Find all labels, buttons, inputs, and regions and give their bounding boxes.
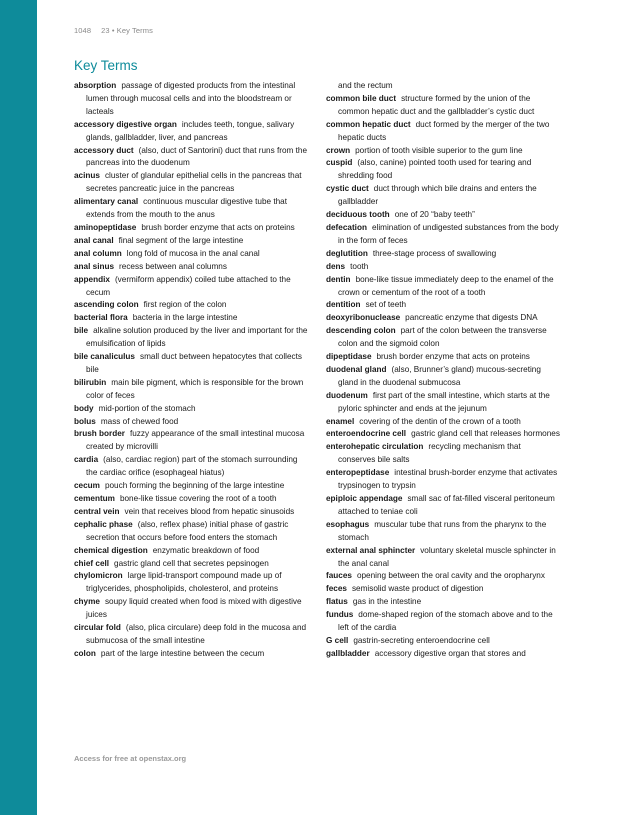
glossary-term: acinus	[74, 171, 100, 181]
glossary-term: feces	[326, 584, 347, 594]
glossary-right-column	[326, 80, 560, 661]
glossary-definition: gastric gland cell that secretes pepsinogen	[114, 558, 269, 568]
glossary-term: cephalic phase	[74, 519, 133, 529]
glossary-term: central vein	[74, 506, 120, 516]
glossary-term: common hepatic duct	[326, 119, 411, 129]
glossary-entry	[326, 157, 560, 183]
glossary-term: bacterial flora	[74, 313, 128, 323]
glossary-entry	[74, 596, 309, 622]
glossary-term: duodenal gland	[326, 364, 387, 374]
glossary-entry	[74, 196, 309, 222]
glossary-term: fauces	[326, 571, 352, 581]
glossary-definition: duct formed by the merger of the two hepatic ducts	[338, 119, 550, 142]
glossary-entry	[326, 635, 560, 648]
glossary-definition: fuzzy appearance of the small intestinal mucosa created by microvilli	[86, 429, 305, 452]
glossary-definition: gas in the intestine	[352, 597, 422, 607]
glossary-entry	[74, 648, 309, 661]
glossary-term: epiploic appendage	[326, 494, 403, 503]
glossary-term: aminopeptidase	[74, 222, 137, 232]
glossary-entry	[74, 506, 309, 519]
glossary-entry	[74, 480, 309, 493]
glossary-term: deoxyribonuclease	[326, 313, 401, 323]
glossary-entry	[326, 609, 560, 635]
page-number: 1048	[74, 26, 92, 35]
page-title: Key Terms	[74, 58, 138, 73]
glossary-definition: mid-portion of the stomach	[98, 403, 196, 413]
glossary-definition: elimination of undigested substances from the body in the form of feces	[338, 222, 559, 245]
glossary-entry	[326, 274, 560, 300]
glossary-term: enteroendocrine cell	[326, 429, 407, 439]
glossary-term: anal canal	[74, 235, 114, 245]
glossary-entry	[74, 170, 309, 196]
glossary-term: defecation	[326, 222, 367, 232]
glossary-entry	[326, 299, 560, 312]
glossary-entry	[326, 493, 560, 519]
glossary-entry	[74, 428, 309, 454]
glossary-term: chemical digestion	[74, 545, 148, 555]
glossary-definition: structure formed by the union of the common hepatic duct and the gallbladder’s cystic duct	[338, 93, 535, 116]
glossary-entry	[326, 596, 560, 609]
glossary-term: cecum	[74, 481, 100, 491]
glossary-definition: recycling mechanism that conserves bile salts	[338, 442, 521, 465]
glossary-left-column	[74, 80, 309, 661]
glossary-definition: bacteria in the large intestine	[132, 313, 238, 323]
glossary-term: cuspid	[326, 158, 353, 168]
glossary-definition: small duct between hepatocytes that collects bile	[86, 352, 303, 374]
glossary-definition: cluster of glandular epithelial cells in the pancreas that secretes pancreatic juice in the pancreas	[86, 171, 302, 194]
glossary-definition: covering of the dentin of the crown of a tooth	[359, 416, 521, 426]
glossary-definition: semisolid waste product of digestion	[351, 584, 484, 594]
glossary-entry	[74, 558, 309, 571]
glossary-entry	[326, 145, 560, 158]
glossary-term: dentin	[326, 274, 351, 284]
glossary-definition: gastric gland cell that releases hormones	[411, 429, 560, 439]
glossary-term: absorption	[74, 81, 117, 90]
glossary-entry	[326, 325, 560, 351]
glossary-term: accessory digestive organ	[74, 119, 177, 129]
glossary-entry	[74, 493, 309, 506]
glossary-definition: (also, reflex phase) initial phase of gastric secretion that occurs before food enters the stomach	[86, 519, 289, 542]
glossary-definition: intestinal brush-border enzyme that activates trypsinogen to trypsin	[338, 468, 558, 491]
glossary-term: gallbladder	[326, 648, 370, 658]
glossary-entry	[326, 93, 560, 119]
glossary-definition: (vermiform appendix) coiled tube attached to the cecum	[86, 274, 291, 297]
glossary-definition: pouch forming the beginning of the large intestine	[104, 481, 285, 491]
glossary-entry	[74, 235, 309, 248]
glossary-entry	[74, 145, 309, 171]
glossary-entry	[74, 622, 309, 648]
glossary-definition: brush border enzyme that acts on proteins	[376, 352, 530, 362]
glossary-definition: large lipid-transport compound made up of triglycerides, phospholipids, cholesterol, and proteins	[86, 571, 282, 594]
side-accent-bar	[0, 0, 37, 815]
glossary-definition: long fold of mucosa in the anal canal	[126, 248, 260, 258]
glossary-entry	[326, 648, 560, 661]
glossary-entry	[74, 570, 309, 596]
glossary-term: deciduous tooth	[326, 210, 390, 220]
glossary-entry	[326, 209, 560, 222]
glossary-definition: vein that receives blood from hepatic sinusoids	[124, 506, 295, 516]
glossary-term: anal sinus	[74, 261, 115, 271]
glossary-term: descending colon	[326, 326, 396, 336]
glossary-definition: (also, duct of Santorini) duct that runs from the pancreas into the duodenum	[86, 145, 308, 168]
glossary-term: G cell	[326, 635, 349, 645]
glossary-definition: duct through which bile drains and enters the gallbladder	[338, 184, 537, 207]
glossary-definition: bone-like tissue covering the root of a tooth	[119, 494, 277, 503]
glossary-entry	[74, 222, 309, 235]
glossary-definition: opening between the oral cavity and the oropharynx	[356, 571, 545, 581]
glossary-term: enterohepatic circulation	[326, 442, 424, 452]
glossary-term: dens	[326, 261, 346, 271]
glossary-term: bile canaliculus	[74, 352, 135, 362]
glossary-entry	[326, 261, 560, 274]
glossary-term: bile	[74, 326, 89, 336]
glossary-entry	[74, 545, 309, 558]
glossary-entry	[74, 299, 309, 312]
glossary-entry	[74, 119, 309, 145]
glossary-definition: muscular tube that runs from the pharynx to the stomach	[338, 519, 547, 542]
glossary-term: circular fold	[74, 623, 121, 633]
glossary-term: chief cell	[74, 558, 110, 568]
glossary-term: body	[74, 403, 94, 413]
glossary-entry	[74, 261, 309, 274]
continued-definition: and the rectum	[338, 81, 393, 90]
glossary-definition: accessory digestive organ that stores and	[374, 648, 526, 658]
chapter-label: 23 • Key Terms	[101, 26, 153, 35]
glossary-term: common bile duct	[326, 93, 397, 103]
glossary-term: anal column	[74, 248, 122, 258]
running-header	[74, 26, 153, 35]
glossary-entry	[74, 454, 309, 480]
glossary-term: dipeptidase	[326, 352, 372, 362]
glossary-definition: first part of the small intestine, which starts at the pyloric sphincter and ends at the jejunum	[338, 390, 550, 413]
glossary-term: brush border	[74, 429, 125, 439]
glossary-entry	[74, 377, 309, 403]
glossary-definition: soupy liquid created when food is mixed with digestive juices	[86, 597, 302, 620]
glossary-definition: (also, Brunner’s gland) mucous-secreting gland in the duodenal submucosa	[338, 364, 541, 387]
glossary-term: duodenum	[326, 390, 368, 400]
glossary-entry	[326, 519, 560, 545]
glossary-term: alimentary canal	[74, 197, 139, 207]
glossary-definition: bone-like tissue immediately deep to the enamel of the crown or cementum of the root of a tooth	[338, 274, 554, 297]
glossary-definition: three-stage process of swallowing	[372, 248, 497, 258]
glossary-definition: first region of the colon	[143, 300, 227, 310]
glossary-term: dentition	[326, 300, 361, 310]
glossary-entry	[326, 364, 560, 390]
glossary-term: bilirubin	[74, 377, 107, 387]
glossary-definition: (also, cardiac region) part of the stomach surrounding the cardiac orifice (esophageal hiatus)	[86, 455, 298, 478]
glossary-term: chyme	[74, 597, 100, 607]
glossary-entry	[74, 80, 309, 119]
glossary-definition: main bile pigment, which is responsible for the brown color of feces	[86, 377, 304, 400]
glossary-term: accessory duct	[74, 145, 134, 155]
glossary-entry	[326, 222, 560, 248]
glossary-definition: dome-shaped region of the stomach above and to the left of the cardia	[338, 610, 553, 633]
glossary-entry	[326, 183, 560, 209]
glossary-term: cementum	[74, 494, 115, 503]
glossary-definition: small sac of fat-filled visceral peritoneum attached to teniae coli	[338, 494, 555, 516]
glossary-term: chylomicron	[74, 571, 123, 581]
glossary-term: cardia	[74, 455, 99, 465]
glossary-entry	[74, 248, 309, 261]
glossary-definition: gastrin-secreting enteroendocrine cell	[353, 635, 490, 645]
glossary-definition: part of the colon between the transverse colon and the sigmoid colon	[338, 326, 547, 349]
glossary-entry	[74, 403, 309, 416]
glossary-entry	[326, 545, 560, 571]
glossary-entry	[326, 583, 560, 596]
glossary-term: fundus	[326, 610, 354, 620]
glossary-entry	[326, 390, 560, 416]
glossary-entry	[74, 519, 309, 545]
glossary-entry	[74, 325, 309, 351]
glossary-entry	[326, 351, 560, 364]
glossary-entry	[74, 351, 309, 377]
glossary-definition: alkaline solution produced by the liver and important for the emulsification of lipids	[86, 326, 308, 349]
glossary-term: cystic duct	[326, 184, 369, 194]
glossary-entry	[326, 416, 560, 429]
glossary-definition: continuous muscular digestive tube that extends from the mouth to the anus	[86, 197, 287, 220]
glossary-entry	[74, 312, 309, 325]
glossary-term: crown	[326, 145, 351, 155]
glossary-term: ascending colon	[74, 300, 139, 310]
glossary-definition: (also, plica circulare) deep fold in the mucosa and submucosa of the small intestine	[86, 623, 307, 645]
glossary-definition: voluntary skeletal muscle sphincter in the anal canal	[338, 545, 556, 568]
glossary-entry	[326, 441, 560, 467]
glossary-entry	[326, 570, 560, 583]
glossary-term: appendix	[74, 274, 110, 284]
glossary-definition: recess between anal columns	[119, 261, 227, 271]
glossary-definition: passage of digested products from the intestinal lumen through mucosal cells and into the bloodstream or lacteals	[86, 81, 296, 116]
glossary-term: flatus	[326, 597, 348, 607]
glossary-entry	[326, 312, 560, 325]
glossary-definition: part of the large intestine between the cecum	[100, 648, 265, 658]
glossary-definition: one of 20 “baby teeth”	[394, 210, 475, 220]
glossary-term: esophagus	[326, 519, 370, 529]
glossary-definition: pancreatic enzyme that digests DNA	[405, 313, 538, 323]
glossary-entry	[326, 248, 560, 261]
glossary-entry	[74, 274, 309, 300]
glossary-definition: set of teeth	[365, 300, 407, 310]
footer-link[interactable]: Access for free at openstax.org	[74, 754, 187, 763]
glossary-definition: enzymatic breakdown of food	[152, 545, 260, 555]
glossary-term: bolus	[74, 416, 96, 426]
glossary-definition: tooth	[350, 261, 369, 271]
glossary-term: deglutition	[326, 248, 368, 258]
glossary-definition: final segment of the large intestine	[118, 235, 244, 245]
glossary-term: enteropeptidase	[326, 468, 390, 478]
glossary-term: enamel	[326, 416, 355, 426]
glossary-definition: mass of chewed food	[100, 416, 179, 426]
glossary-entry	[74, 416, 309, 429]
glossary-entry	[326, 467, 560, 493]
glossary-definition: brush border enzyme that acts on proteins	[141, 222, 295, 232]
glossary-entry	[326, 428, 560, 441]
glossary-term: external anal sphincter	[326, 545, 416, 555]
glossary-definition: (also, canine) pointed tooth used for tearing and shredding food	[338, 158, 532, 181]
glossary-term: colon	[74, 648, 96, 658]
glossary-definition: portion of tooth visible superior to the gum line	[355, 145, 523, 155]
glossary-definition: includes teeth, tongue, salivary glands, gallbladder, liver, and pancreas	[86, 119, 295, 142]
glossary-entry	[326, 119, 560, 145]
